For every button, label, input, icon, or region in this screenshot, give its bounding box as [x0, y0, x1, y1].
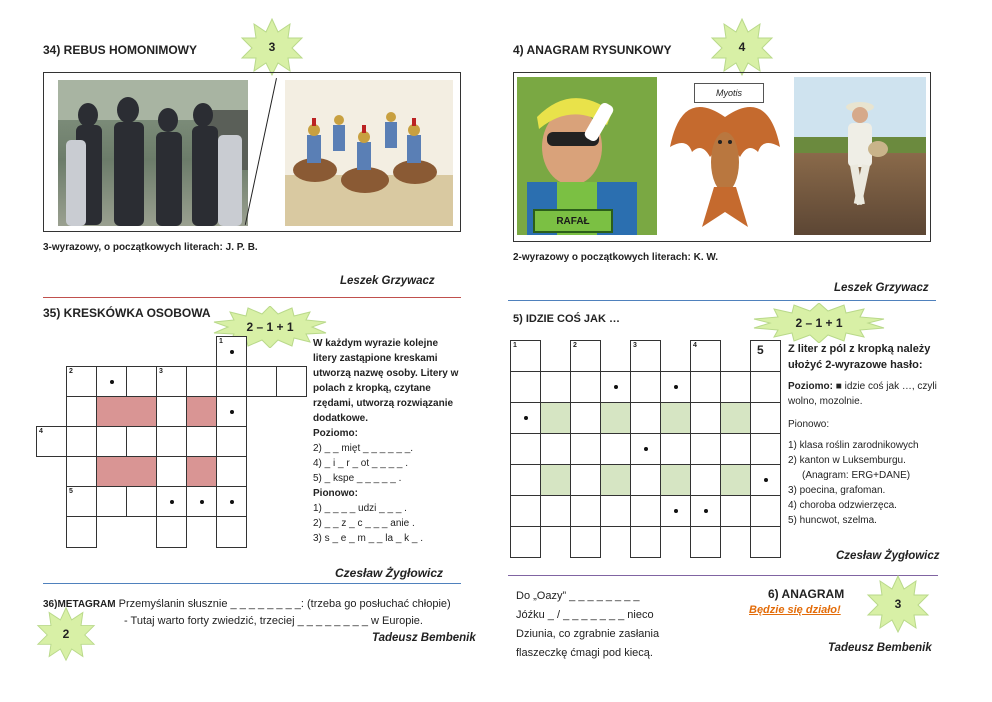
grid-cell[interactable] — [216, 516, 247, 548]
grid-cell[interactable] — [600, 402, 631, 434]
idzie-poziomo: ■ idzie coś jak …, czyli wolno, mozolnie. — [788, 381, 937, 407]
kreskowka-desc: W każdym wyrazie kolejne litery zastąpione kreskami utworzą nazwę osoby. Litery w polach z kropką, czytane rzędami, utworzą rozwiązanie dodatkowe. — [313, 338, 459, 424]
anagram6-author: Tadeusz Bembenik — [828, 642, 932, 654]
grid-cell[interactable] — [540, 402, 571, 434]
grid-cell[interactable] — [720, 433, 751, 465]
grid-cell[interactable] — [216, 426, 247, 457]
grid-cell[interactable]: 5 — [66, 486, 97, 517]
grid-cell[interactable] — [126, 486, 157, 517]
shaded-cell — [96, 396, 157, 427]
name-tag: RAFAŁ — [533, 209, 613, 233]
divider-red — [43, 297, 461, 298]
grid-cell[interactable] — [156, 426, 187, 457]
clue: 3) poecina, grafoman. — [788, 485, 886, 496]
grid-cell[interactable] — [540, 371, 571, 403]
grid-cell[interactable] — [510, 433, 541, 465]
grid-cell[interactable] — [660, 464, 691, 496]
grid-cell[interactable] — [570, 402, 601, 434]
clue: 3) s _ e _ m _ _ la _ k _ . — [313, 533, 424, 544]
grid-cell[interactable]: 2 — [570, 340, 601, 372]
idzie-instructions — [788, 341, 938, 528]
grid-cell[interactable]: 5 — [750, 340, 781, 372]
metagram-author: Tadeusz Bembenik — [372, 632, 476, 644]
grid-cell[interactable] — [540, 464, 571, 496]
grid-cell[interactable] — [66, 516, 97, 548]
grid-cell[interactable] — [216, 366, 247, 397]
grid-cell[interactable] — [126, 366, 157, 397]
grid-cell[interactable] — [216, 486, 247, 517]
grid-cell[interactable] — [690, 402, 721, 434]
cyclist-photo — [517, 77, 657, 235]
grid-cell[interactable] — [660, 371, 691, 403]
metagram-text-2: - Tutaj warto forty zwiedzić, trzeciej _ _ _ _ _ _ _ _ w Europie. — [124, 615, 423, 627]
grid-cell[interactable] — [540, 495, 571, 527]
rebus-author: Leszek Grzywacz — [340, 275, 435, 287]
grid-cell[interactable] — [66, 396, 97, 427]
grid-cell[interactable] — [216, 396, 247, 427]
grid-cell[interactable] — [750, 371, 781, 403]
grid-cell[interactable] — [660, 495, 691, 527]
grid-cell[interactable] — [690, 433, 721, 465]
grid-cell[interactable] — [690, 371, 721, 403]
pionowo-label: Pionowo: — [788, 419, 830, 430]
grid-cell[interactable] — [630, 433, 661, 465]
grid-cell[interactable] — [750, 464, 781, 496]
grid-cell[interactable] — [750, 526, 781, 558]
anagram6-title: 6) ANAGRAM — [768, 587, 845, 601]
cavalry-painting — [285, 80, 453, 226]
sower-photo — [794, 77, 926, 235]
poziomo-label: Poziomo: — [313, 428, 358, 439]
grid-cell[interactable] — [600, 371, 631, 403]
grid-cell[interactable] — [126, 426, 157, 457]
grid-cell[interactable] — [216, 456, 247, 487]
grid-cell[interactable] — [570, 371, 601, 403]
clue: 1) _ _ _ _ udzi _ _ _ . — [313, 503, 407, 514]
poziomo-label: Poziomo: — [788, 381, 833, 392]
metagram-line-1 — [43, 598, 451, 610]
clue: 5) _ kspe _ _ _ _ _ . — [313, 473, 402, 484]
metagram-label: 36)METAGRAM — [43, 599, 116, 610]
difficulty-star-36: 2 — [36, 606, 96, 662]
grid-cell[interactable] — [720, 371, 751, 403]
clue: 4) choroba odzwierzęca. — [788, 500, 897, 511]
idzie-intro: Z liter z pól z kropką należy ułożyć 2-wyrazowe hasło: — [788, 343, 931, 371]
grid-cell[interactable] — [600, 464, 631, 496]
clue: 2) _ _ mięt _ _ _ _ _ _. — [313, 443, 414, 454]
grid-cell[interactable] — [570, 526, 601, 558]
grid-cell[interactable] — [156, 486, 187, 517]
grid-cell[interactable] — [156, 396, 187, 427]
clue: 5) huncwot, szelma. — [788, 515, 877, 526]
grid-cell[interactable]: 3 — [630, 340, 661, 372]
grid-cell[interactable] — [96, 486, 127, 517]
metagram-text-1: Przemyślanin słusznie _ _ _ _ _ _ _ _: (trzeba go posłuchać chłopie) — [115, 598, 451, 610]
grid-cell[interactable] — [630, 526, 661, 558]
grid-cell[interactable] — [66, 426, 97, 457]
grid-cell[interactable] — [750, 402, 781, 434]
grid-cell[interactable]: 1 — [510, 340, 541, 372]
grid-cell[interactable] — [690, 526, 721, 558]
grid-cell[interactable] — [570, 464, 601, 496]
grid-cell[interactable] — [720, 402, 751, 434]
grid-cell[interactable] — [156, 456, 187, 487]
difficulty-star-6: 3 — [866, 575, 930, 633]
grid-cell[interactable] — [600, 495, 631, 527]
bat-illustration — [662, 77, 788, 235]
grid-cell[interactable] — [96, 366, 127, 397]
grid-cell[interactable] — [660, 433, 691, 465]
poem — [516, 587, 659, 663]
grid-cell[interactable]: 2 — [66, 366, 97, 397]
grid-cell[interactable] — [570, 433, 601, 465]
difficulty-star-35: 2 – 1 + 1 — [212, 306, 328, 348]
grid-cell[interactable] — [600, 433, 631, 465]
grid-cell[interactable] — [186, 426, 217, 457]
clue-note: (Anagram: ERG+DANE) — [802, 470, 911, 481]
difficulty-star-34: 3 — [240, 18, 304, 76]
idzie-author: Czesław Żygłowicz — [836, 550, 940, 562]
grid-cell[interactable] — [510, 464, 541, 496]
clue: 2) _ _ z _ c _ _ _ anie . — [313, 518, 415, 529]
anagram-title: 4) ANAGRAM RYSUNKOWY — [513, 43, 672, 57]
grid-cell[interactable] — [510, 371, 541, 403]
clue: 4) _ i _ r _ ot _ _ _ _ . — [313, 458, 409, 469]
idzie-title: 5) IDZIE COŚ JAK … — [513, 313, 620, 325]
shaded-cell — [186, 396, 217, 427]
grid-cell[interactable] — [720, 464, 751, 496]
grid-cell[interactable] — [660, 402, 691, 434]
grid-cell[interactable] — [630, 402, 661, 434]
clue: 1) klasa roślin zarodnikowych — [788, 440, 919, 451]
grid-cell[interactable] — [96, 426, 127, 457]
grid-cell[interactable] — [570, 495, 601, 527]
kreskowka-title: 35) KRESKÓWKA OSOBOWA — [43, 306, 211, 320]
hooligans-photo — [58, 80, 248, 226]
grid-cell[interactable] — [276, 366, 307, 397]
rebus-hint: 3-wyrazowy, o początkowych literach: J. P. B. — [43, 242, 258, 253]
divider-blue — [508, 300, 936, 301]
grid-cell[interactable]: 1 — [216, 336, 247, 367]
grid-cell[interactable] — [720, 495, 751, 527]
grid-cell[interactable] — [510, 402, 541, 434]
grid-cell[interactable] — [630, 371, 661, 403]
grid-cell[interactable] — [186, 486, 217, 517]
anagram-hint: 2-wyrazowy o początkowych literach: K. W. — [513, 252, 719, 263]
grid-cell[interactable]: 4 — [690, 340, 721, 372]
rebus-title: 34) REBUS HOMONIMOWY — [43, 43, 198, 57]
difficulty-star-4: 4 — [710, 18, 774, 76]
grid-cell[interactable] — [750, 433, 781, 465]
shaded-cell — [96, 456, 157, 487]
difficulty-star-5: 2 – 1 + 1 — [752, 303, 886, 343]
poem-line: flaszeczkę ćmagi pod kiecą. — [516, 647, 653, 659]
pionowo-label: Pionowo: — [313, 488, 358, 499]
anagram6-link[interactable]: Będzie się działo! — [749, 604, 841, 616]
grid-cell[interactable] — [66, 456, 97, 487]
poem-line: Dziunia, co zgrabnie zasłania — [516, 628, 660, 640]
grid-cell[interactable] — [510, 526, 541, 558]
grid-cell[interactable] — [540, 433, 571, 465]
clue: 2) kanton w Luksemburgu. — [788, 455, 906, 466]
grid-cell[interactable] — [510, 495, 541, 527]
grid-cell[interactable]: 3 — [156, 366, 187, 397]
grid-cell[interactable] — [186, 366, 217, 397]
divider-blue-2 — [43, 583, 461, 584]
kreskowka-instructions — [313, 336, 463, 546]
kreskowka-author: Czesław Żygłowicz — [335, 566, 444, 580]
grid-cell[interactable] — [246, 366, 277, 397]
poem-line: Jóźku _ / _ _ _ _ _ _ _ nieco — [516, 609, 654, 621]
grid-cell[interactable] — [690, 464, 721, 496]
poem-line: Do „Oazy” _ _ _ _ _ _ _ _ — [516, 590, 640, 602]
myotis-label: Myotis — [694, 83, 764, 103]
grid-cell[interactable] — [630, 495, 661, 527]
shaded-cell — [186, 456, 217, 487]
grid-cell[interactable] — [630, 464, 661, 496]
grid-cell[interactable]: 4 — [36, 426, 67, 457]
grid-cell[interactable] — [156, 516, 187, 548]
anagram-author: Leszek Grzywacz — [834, 282, 929, 294]
grid-cell[interactable] — [690, 495, 721, 527]
grid-cell[interactable] — [750, 495, 781, 527]
